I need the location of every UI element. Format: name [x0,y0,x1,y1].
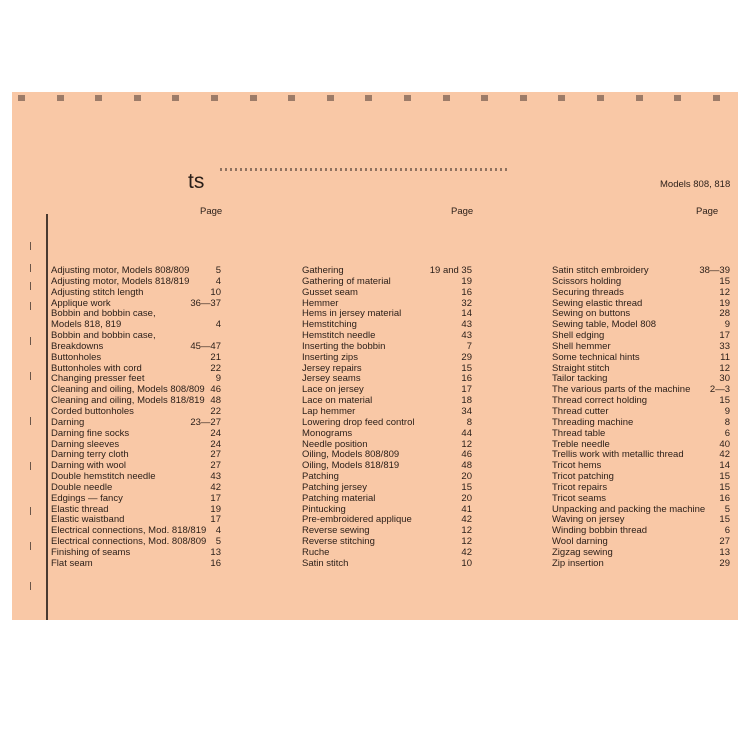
index-entry [302,353,472,364]
entry-page: 22 [210,362,221,374]
entry-page: 9 [724,405,730,417]
entry-topic: Flat seam [51,557,93,569]
binding-hole [134,95,141,101]
entry-topic: Inserting the bobbin [302,340,386,352]
binding-hole [288,95,295,101]
entry-page: 19 [210,503,221,515]
entry-page: 43 [461,330,472,342]
entry-page: 12 [461,438,472,450]
binding-hole [172,95,179,101]
entry-topic: Reverse stitching [302,536,375,548]
entry-page: 19 [719,297,730,309]
entry-topic: Sewing on buttons [552,308,631,320]
entry-page: 30 [719,373,730,385]
entry-topic: Patching material [302,492,376,504]
index-entry [302,494,472,505]
entry-topic: Inserting zips [302,351,358,363]
page-column-header-1: Page [200,206,223,217]
entry-topic: Satin stitch [302,557,349,569]
entry-page: 15 [719,481,730,493]
entry-page: 10 [210,286,221,298]
index-entry [51,559,221,570]
entry-page: 4 [215,525,221,537]
entry-page: 16 [461,286,472,298]
entry-page: 42 [461,546,472,558]
entry-topic: Models 818, 819 [51,319,122,331]
entry-page: 48 [461,460,472,472]
entry-topic: Pintucking [302,503,346,515]
entry-topic: Gusset seam [302,286,358,298]
entry-page: 18 [461,395,472,407]
entry-page: 40 [719,438,730,450]
binding-hole [327,95,334,101]
entry-topic: Corded buttonholes [51,405,134,417]
entry-page: 13 [210,546,221,558]
entry-topic: Trellis work with metallic thread [552,449,684,461]
entry-page: 17 [461,384,472,396]
entry-topic: Securing threads [552,286,624,298]
margin-marks [26,242,36,602]
binding-hole [443,95,450,101]
binding-hole [713,95,720,101]
margin-mark [30,507,31,515]
entry-page: 5 [215,265,221,276]
entry-page: 17 [210,492,221,504]
entry-topic: Double hemstitch needle [51,471,156,483]
entry-topic: Bobbin and bobbin case, [51,308,156,320]
entry-topic: Treble needle [552,438,610,450]
binding-hole [365,95,372,101]
entry-topic: Thread table [552,427,606,439]
margin-mark [30,302,31,310]
entry-page: 43 [461,319,472,331]
binding-hole [597,95,604,101]
entry-page: 34 [461,405,472,417]
entry-topic: Lace on jersey [302,384,364,396]
entry-topic: Elastic waistband [51,514,125,526]
entry-page: 11 [720,351,730,363]
index-entry [552,494,730,505]
entry-page: 24 [210,438,221,450]
entry-topic: Thread correct holding [552,395,648,407]
entry-page: 6 [724,427,730,439]
entry-topic: Oiling, Models 808/809 [302,449,400,461]
entry-topic: Breakdowns [51,340,104,352]
entry-page: 16 [461,373,472,385]
entry-page: 19 [461,275,472,287]
index-entry [552,559,730,570]
entry-page: 21 [210,351,221,363]
entry-topic: Buttonholes with cord [51,362,142,374]
entry-page: 8 [466,416,472,428]
entry-page: 7 [466,340,472,352]
entry-topic: Adjusting stitch length [51,286,144,298]
entry-page: 10 [461,557,472,569]
entry-topic: Darning terry cloth [51,449,129,461]
page-column-header-3: Page [696,206,719,217]
entry-page: 4 [215,275,221,287]
binding-hole [404,95,411,101]
entry-topic: Tailor tacking [552,373,608,385]
entry-page: 13 [719,546,730,558]
entry-page: 27 [210,460,221,472]
entry-page: 29 [461,351,472,363]
binding-hole [636,95,643,101]
entry-topic: Hemstitch needle [302,330,376,342]
entry-page: 44 [461,427,472,439]
entry-page: 5 [215,536,221,548]
entry-page: 15 [719,395,730,407]
entry-page: 2—3 [709,384,730,396]
entry-page: 20 [461,492,472,504]
binding-hole [57,95,64,101]
entry-topic: Threading machine [552,416,634,428]
binding-hole [250,95,257,101]
entry-page: 9 [215,373,221,385]
entry-topic: Cleaning and oiling, Models 808/809 [51,384,205,396]
entry-page: 5 [724,503,730,515]
margin-mark [30,462,31,470]
entry-topic: Straight stitch [552,362,610,374]
entry-page: 15 [719,275,730,287]
entry-page: 38—39 [699,265,730,276]
entry-page: 12 [461,536,472,548]
entry-topic: Waving on jersey [552,514,625,526]
index-page [12,92,738,620]
margin-mark [30,582,31,590]
margin-mark [30,337,31,345]
index-column-1 [51,266,221,570]
entry-page: 42 [719,449,730,461]
entry-topic: Some technical hints [552,351,640,363]
entry-page: 45—47 [190,340,221,352]
entry-page: 12 [719,362,730,374]
entry-page: 43 [210,471,221,483]
entry-topic: Lowering drop feed control [302,416,415,428]
entry-page: 29 [719,557,730,569]
entry-topic: Darning fine socks [51,427,130,439]
margin-rule [46,214,48,620]
entry-page: 8 [724,416,730,428]
entry-page: 16 [719,492,730,504]
entry-page: 42 [461,514,472,526]
entry-topic: Shell edging [552,330,605,342]
entry-topic: Winding bobbin thread [552,525,648,537]
entry-topic: Bobbin and bobbin case, [51,330,156,342]
binding-hole [18,95,25,101]
entry-page: 12 [719,286,730,298]
entry-topic: Tricot patching [552,471,614,483]
entry-topic: Tricot seams [552,492,607,504]
index-entry [51,429,221,440]
entry-page: 15 [461,481,472,493]
page-column-header-2: Page [451,206,474,217]
entry-page: 48 [210,395,221,407]
entry-topic: Electrical connections, Mod. 808/809 [51,536,207,548]
index-column-3 [552,266,730,570]
entry-page: 9 [724,319,730,331]
entry-topic: Electrical connections, Mod. 818/819 [51,525,207,537]
entry-topic: Changing presser feet [51,373,145,385]
index-entry [552,429,730,440]
index-column-2 [302,266,472,570]
entry-page: 46 [210,384,221,396]
entry-topic: Darning sleeves [51,438,120,450]
index-entry [302,288,472,299]
models-label: Models 808, 818 [660,179,731,190]
margin-mark [30,264,31,272]
entry-page: 15 [461,362,472,374]
index-entry [51,353,221,364]
entry-topic: Darning [51,416,85,428]
entry-page: 28 [719,308,730,320]
entry-topic: Wool darning [552,536,608,548]
margin-mark [30,242,31,250]
entry-topic: Buttonholes [51,351,102,363]
entry-topic: Ruche [302,546,330,558]
entry-topic: Elastic thread [51,503,109,515]
entry-topic: The various parts of the machine [552,384,691,396]
binding-hole [211,95,218,101]
entry-topic: Adjusting motor, Models 808/809 [51,265,190,276]
entry-page: 14 [719,460,730,472]
entry-page: 20 [461,471,472,483]
binding-hole [481,95,488,101]
entry-topic: Sewing elastic thread [552,297,643,309]
entry-page: 36—37 [190,297,221,309]
entry-page: 23—27 [190,416,221,428]
entry-topic: Unpacking and packing the machine [552,503,706,515]
entry-page: 24 [210,427,221,439]
index-entry [302,559,472,570]
entry-topic: Hemmer [302,297,339,309]
entry-topic: Patching jersey [302,481,367,493]
index-entry [552,288,730,299]
entry-page: 14 [461,308,472,320]
entry-page: 15 [719,514,730,526]
entry-topic: Applique work [51,297,111,309]
binding-holes [12,92,738,104]
binding-hole [558,95,565,101]
margin-mark [30,542,31,550]
entry-page: 19 and 35 [429,265,472,276]
entry-topic: Lace on material [302,395,373,407]
entry-topic: Double needle [51,481,113,493]
entry-topic: Scissors holding [552,275,622,287]
entry-topic: Gathering [302,265,344,276]
binding-hole [674,95,681,101]
entry-topic: Sewing table, Model 808 [552,319,657,331]
entry-page: 27 [719,536,730,548]
entry-topic: Tricot hems [552,460,602,472]
page-title: ts [188,170,205,193]
entry-page: 46 [461,449,472,461]
entry-topic: Monograms [302,427,353,439]
entry-topic: Satin stitch embroidery [552,265,649,276]
entry-page: 6 [724,525,730,537]
entry-topic: Needle position [302,438,368,450]
margin-mark [30,372,31,380]
entry-page: 17 [210,514,221,526]
header-rule [220,168,510,171]
entry-topic: Tricot repairs [552,481,608,493]
entry-topic: Cleaning and oiling, Models 818/819 [51,395,205,407]
entry-page: 22 [210,405,221,417]
binding-hole [95,95,102,101]
index-entry [302,429,472,440]
entry-topic: Jersey seams [302,373,361,385]
index-entry [51,494,221,505]
entry-page: 33 [719,340,730,352]
entry-page: 16 [210,557,221,569]
entry-topic: Hemstitching [302,319,357,331]
entry-page: 27 [210,449,221,461]
entry-page: 32 [461,297,472,309]
entry-page: 12 [461,525,472,537]
entry-topic: Finishing of seams [51,546,131,558]
index-entry [552,353,730,364]
entry-topic: Gathering of material [302,275,391,287]
entry-topic: Patching [302,471,339,483]
margin-mark [30,417,31,425]
entry-topic: Hems in jersey material [302,308,402,320]
entry-page: 41 [461,503,472,515]
entry-topic: Darning with wool [51,460,126,472]
entry-topic: Jersey repairs [302,362,362,374]
entry-page: 17 [719,330,730,342]
entry-topic: Oiling, Models 818/819 [302,460,400,472]
entry-topic: Thread cutter [552,405,609,417]
binding-hole [520,95,527,101]
entry-topic: Zip insertion [552,557,604,569]
index-entry [51,288,221,299]
entry-topic: Reverse sewing [302,525,370,537]
entry-topic: Adjusting motor, Models 818/819 [51,275,190,287]
margin-mark [30,282,31,290]
entry-page: 42 [210,481,221,493]
entry-topic: Zigzag sewing [552,546,613,558]
entry-topic: Edgings — fancy [51,492,123,504]
entry-page: 15 [719,471,730,483]
entry-topic: Pre-embroidered applique [302,514,412,526]
entry-topic: Lap hemmer [302,405,356,417]
entry-page: 4 [215,319,221,331]
entry-topic: Shell hemmer [552,340,611,352]
